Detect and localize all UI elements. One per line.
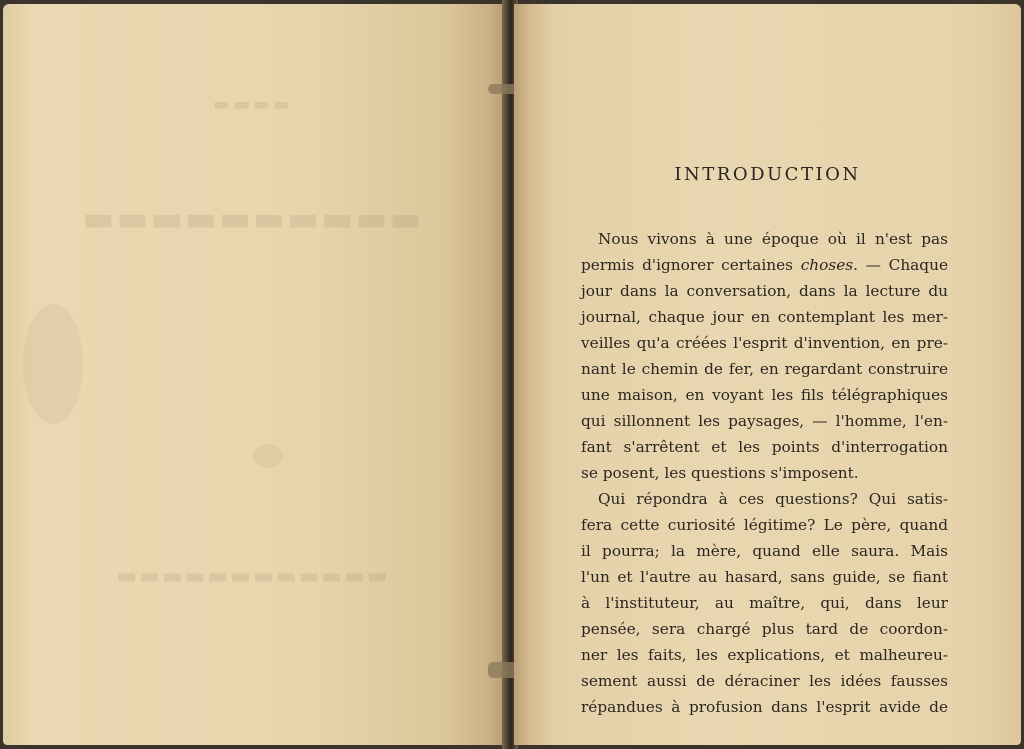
paper-stain: [253, 444, 283, 468]
text-line: l'un et l'autre au hasard, sans guide, se fiant: [581, 568, 948, 586]
left-page: [3, 4, 506, 745]
show-through-text: ▬▬▬▬: [212, 94, 294, 115]
text-line: nant le chemin de fer, en regardant construire: [581, 360, 948, 378]
text-line: il pourra; la mère, quand elle saura. Mais: [581, 542, 948, 560]
show-through-title: ▬▬▬▬▬▬▬▬▬▬: [82, 199, 424, 239]
text-line: qui sillonnent les paysages, — l'homme, l'en-: [581, 412, 948, 430]
text-line: répandues à profusion dans l'esprit avide de: [581, 698, 948, 716]
text-line: pensée, sera chargé plus tard de coordon-: [581, 620, 948, 638]
text-line: fera cette curiosité légitime? Le père, quand: [581, 516, 948, 534]
text-line: sement aussi de déraciner les idées fausses: [581, 672, 948, 690]
text-line: ner les faits, les explications, et malheureu-: [581, 646, 948, 664]
text-line: journal, chaque jour en contemplant les mer-: [581, 308, 948, 326]
emphasis-word: choses: [800, 256, 854, 274]
text-line: permis d'ignorer certaines choses. — Chaque: [581, 256, 948, 274]
chapter-heading: INTRODUCTION: [674, 164, 861, 185]
text-line: Nous vivons à une époque où il n'est pas: [598, 230, 948, 248]
text-line: fant s'arrêtent et les points d'interrogation: [581, 438, 948, 456]
body-text: [581, 226, 948, 720]
text-line: veilles qu'a créées l'esprit d'invention, en pre-: [581, 334, 948, 352]
text-line: jour dans la conversation, dans la lecture du: [581, 282, 948, 300]
show-through-text: ▬▬▬▬▬▬▬▬▬▬▬▬: [116, 564, 390, 589]
text-line: se posent, les questions s'imposent.: [581, 464, 859, 482]
right-page: [514, 4, 1021, 745]
paper-stain: [23, 304, 83, 424]
text-line: à l'instituteur, au maître, qui, dans leur: [581, 594, 948, 612]
text-line: Qui répondra à ces questions? Qui satis-: [598, 490, 948, 508]
text-line: une maison, en voyant les fils télégraphiques: [581, 386, 948, 404]
